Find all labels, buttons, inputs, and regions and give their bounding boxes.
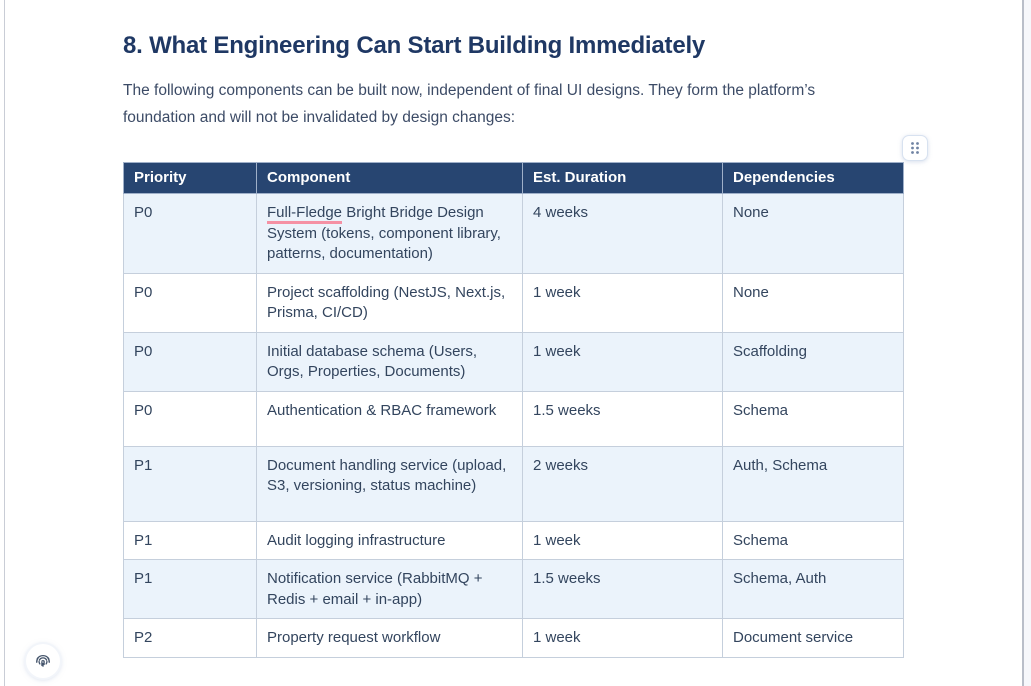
table-header-row	[124, 163, 904, 194]
fingerprint-button[interactable]	[26, 644, 60, 678]
cell-dependencies: Schema, Auth	[723, 560, 904, 619]
cell-duration: 1 week	[523, 619, 723, 658]
cell-dependencies: Schema	[723, 391, 904, 446]
cell-dependencies: Scaffolding	[723, 332, 904, 391]
cell-duration: 1 week	[523, 521, 723, 560]
cell-dependencies: None	[723, 194, 904, 274]
cell-component: Authentication & RBAC framework	[257, 391, 523, 446]
cell-duration: 4 weeks	[523, 194, 723, 274]
cell-component-text: Bright Bridge Design System (tokens, component library, patterns, documentation)	[267, 204, 501, 262]
cell-priority: P2	[124, 619, 257, 658]
table-row	[124, 619, 904, 658]
column-header-dependencies: Dependencies	[723, 163, 904, 194]
cell-component: Property request workflow	[257, 619, 523, 658]
column-header-component: Component	[257, 163, 523, 194]
cell-priority: P0	[124, 194, 257, 274]
column-header-duration: Est. Duration	[523, 163, 723, 194]
cell-dependencies: Schema	[723, 521, 904, 560]
cell-duration: 1.5 weeks	[523, 560, 723, 619]
spellcheck-flagged-text: Full-Fledge	[267, 204, 342, 224]
table-row	[124, 391, 904, 446]
table-row	[124, 446, 904, 521]
cell-duration: 2 weeks	[523, 446, 723, 521]
components-table	[123, 162, 904, 658]
section-heading: 8. What Engineering Can Start Building Immediately	[123, 32, 706, 59]
cell-duration: 1 week	[523, 273, 723, 332]
cell-duration: 1.5 weeks	[523, 391, 723, 446]
cell-dependencies: Auth, Schema	[723, 446, 904, 521]
cell-priority: P1	[124, 521, 257, 560]
column-header-priority: Priority	[124, 163, 257, 194]
table-drag-handle[interactable]	[902, 135, 928, 161]
cell-priority: P0	[124, 273, 257, 332]
outside-page-area	[1024, 0, 1031, 686]
intro-paragraph: The following components can be built now, independent of final UI designs. They form the platform’s foundation and will not be invalidated by design changes:	[123, 82, 816, 126]
cell-dependencies: Document service	[723, 619, 904, 658]
table-row	[124, 332, 904, 391]
table-row	[124, 560, 904, 619]
drag-handle-icon	[909, 140, 921, 156]
cell-dependencies: None	[723, 273, 904, 332]
table-row	[124, 273, 904, 332]
cell-priority: P0	[124, 391, 257, 446]
cell-priority: P1	[124, 560, 257, 619]
fingerprint-icon	[33, 651, 53, 671]
table-row	[124, 521, 904, 560]
cell-priority: P0	[124, 332, 257, 391]
page-left-edge	[4, 0, 5, 686]
cell-priority: P1	[124, 446, 257, 521]
cell-component	[257, 194, 523, 274]
cell-duration: 1 week	[523, 332, 723, 391]
cell-component: Audit logging infrastructure	[257, 521, 523, 560]
cell-component: Project scaffolding (NestJS, Next.js, Prisma, CI/CD)	[257, 273, 523, 332]
cell-component: Initial database schema (Users, Orgs, Properties, Documents)	[257, 332, 523, 391]
cell-component: Document handling service (upload, S3, versioning, status machine)	[257, 446, 523, 521]
cell-component: Notification service (RabbitMQ + Redis + email + in-app)	[257, 560, 523, 619]
table-row	[124, 194, 904, 274]
